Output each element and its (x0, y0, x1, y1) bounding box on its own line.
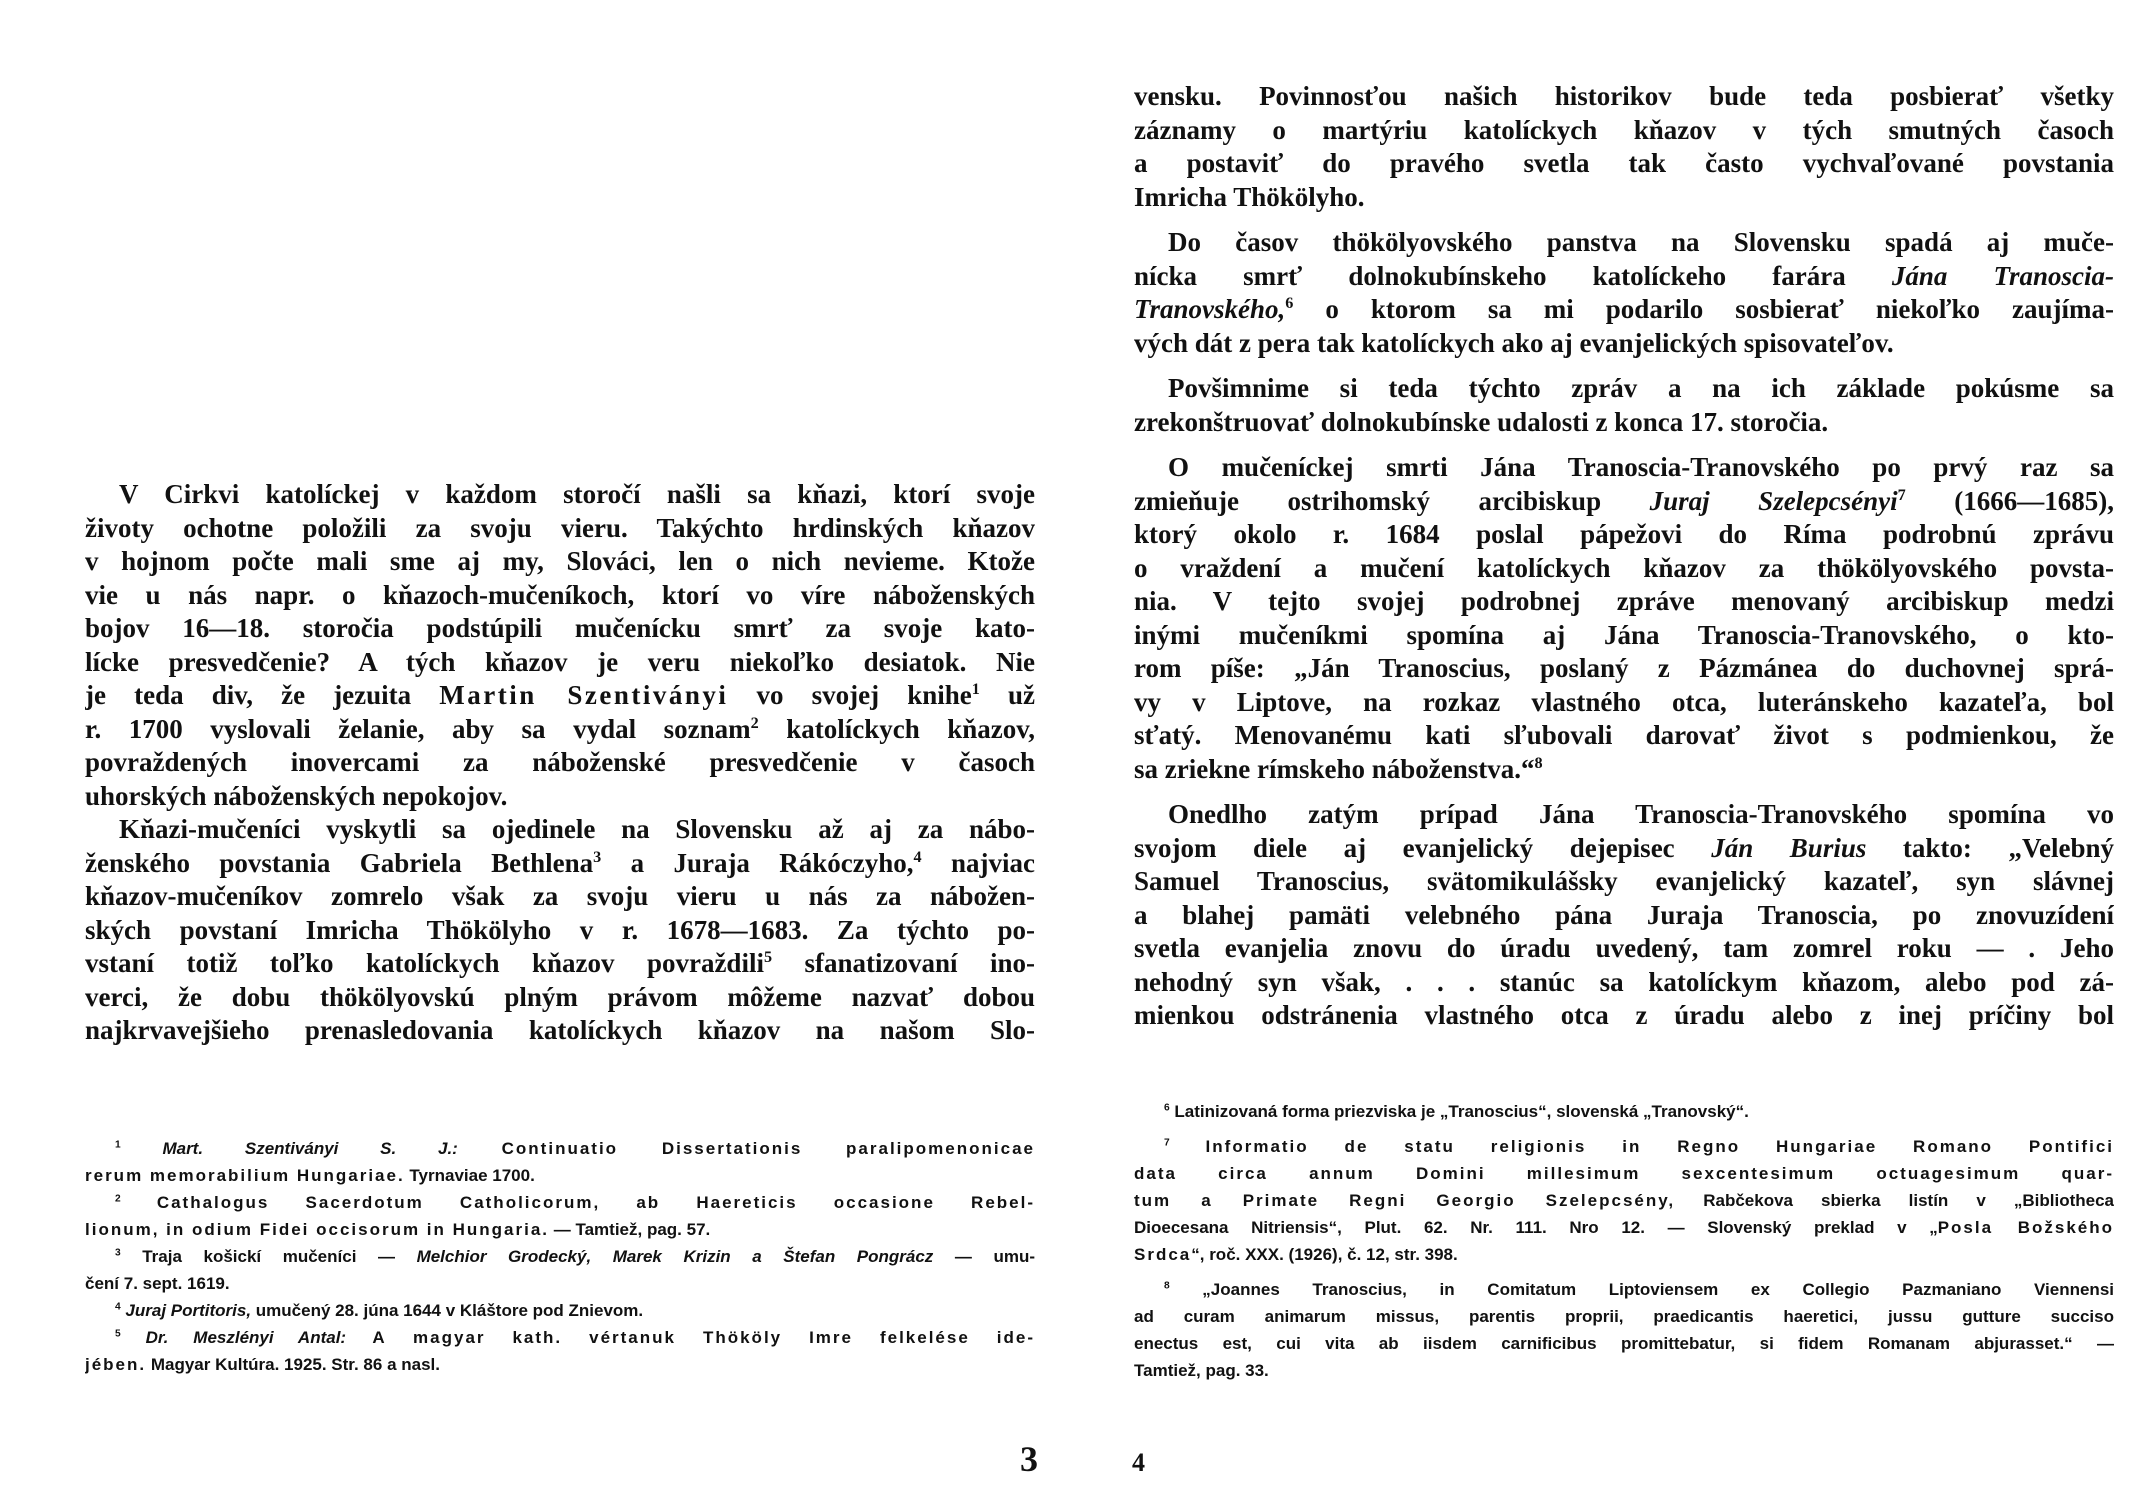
text-segment: O mučeníckej smrti Jána Tranoscia-Tranovského po prvý raz sa (1168, 452, 2114, 482)
text-line (85, 1270, 1035, 1297)
text-segment: Dioecesana Nitriensis“, Plut. 62. Nr. 111. Nro 12. — Slovenský preklad v „ (1134, 1218, 1938, 1237)
text-segment: svetla evanjelia znovu do úradu uvedený, tam zomrel roku — . Jeho (1134, 933, 2114, 963)
text-segment: „Joannes Tranoscius, in Comitatum Liptoviensem ex Collegio Pazmaniano Viennensi (1169, 1280, 2114, 1299)
text-segment: Cathalogus Sacerdotum Catholicorum, ab Haereticis occasione Rebel- (120, 1193, 1035, 1212)
text-line (1134, 1214, 2114, 1241)
text-segment: ženského povstania Gabriela Bethlena (85, 847, 594, 878)
text-segment: vo svojej knihe (728, 680, 972, 710)
text-segment: katolíckych kňazov, (758, 713, 1035, 744)
text-line (1134, 226, 2114, 260)
text-segment: umučený 28. júna 1644 v Kláštore pod Znievom. (251, 1301, 644, 1320)
text-line (85, 1162, 1035, 1189)
text-segment: lícke presvedčenie? A tých kňazov je veru niekoľko desiatok. Nie (85, 646, 1035, 677)
text-segment (121, 1328, 146, 1347)
text-line (85, 1189, 1035, 1216)
text-segment: Onedlho zatým prípad Jána Tranoscia-Tranovského spomína vo (1168, 799, 2114, 829)
text-line (1134, 1241, 2114, 1268)
text-line (1134, 372, 2114, 406)
text-line (1134, 585, 2114, 619)
text-segment: ad curam animarum missus, parentis proprii, praedicantis haeretici, jussu gutture succiso (1134, 1307, 2114, 1326)
text-segment: Tyrnaviae 1700. (404, 1166, 535, 1185)
text-segment: o vraždení a mučení katolíckych kňazov za thökölyovského povsta- (1134, 552, 2114, 583)
text-line (85, 579, 1035, 613)
text-line (85, 746, 1035, 780)
right-page-footnotes (1134, 1098, 2114, 1384)
italic-text: Dr. Meszlényi Antal: (145, 1328, 347, 1347)
text-line (1134, 406, 2114, 440)
text-segment: sťatý. Menovanému kati sľubovali darovať život s podmienkou, že (1134, 720, 2114, 750)
text-line (85, 545, 1035, 579)
text-segment: a Juraja Rákóczyho, (601, 847, 914, 878)
text-segment: vstaní totiž toľko katolíckych kňazov povraždili (85, 948, 764, 978)
text-line (1134, 1187, 2114, 1214)
text-line (1134, 147, 2114, 181)
text-segment: bojov 16—18. storočia podstúpili mučenícku smrť za svoje kato- (85, 613, 1035, 643)
text-line (1134, 451, 2114, 485)
italic-text: Ján Burius (1711, 832, 1867, 863)
text-segment: takto: „Velebný (1866, 832, 2114, 863)
text-line (1134, 1098, 2114, 1125)
text-line (1134, 652, 2114, 686)
footnote-reference: 7 (1164, 1137, 1170, 1149)
text-segment: zmieňuje ostrihomský arcibiskup (1134, 485, 1650, 516)
text-segment: inými mučeníkmi spomína aj Jána Tranoscia-Tranovského, o kto- (1134, 619, 2114, 650)
text-segment: sfanatizovaní ino- (772, 948, 1035, 978)
text-segment: uhorských náboženských nepokojov. (85, 780, 508, 811)
text-segment: Samuel Tranoscius, svätomikulášsky evanjelický kazateľ, syn slávnej (1134, 866, 2114, 896)
text-line (85, 1135, 1035, 1162)
text-line (1134, 552, 2114, 586)
text-line (1134, 518, 2114, 552)
italic-text: Juraj Portitoris, (125, 1301, 252, 1320)
text-line (1134, 865, 2114, 899)
text-line (1134, 619, 2114, 653)
text-segment: Rabčekova sbierka listín v „Bibliotheca (1675, 1191, 2114, 1210)
text-line (85, 780, 1035, 814)
text-line (85, 512, 1035, 546)
text-segment: rerum memorabilium Hungariae. (85, 1166, 405, 1185)
text-segment: tum a Primate Regni Georgio Szelepcsény, (1134, 1191, 1676, 1210)
footnote-reference: 1 (115, 1139, 121, 1151)
text-segment: Imricha Thökölyho. (1134, 181, 1365, 212)
text-segment: Informatio de statu religionis in Regno Hungariae Romano Pontifici (1169, 1137, 2114, 1156)
italic-text: Tranovského, (1134, 294, 1286, 324)
text-segment: verci, že dobu thökölyovskú plným právom môžeme nazvať dobou (85, 981, 1035, 1012)
footnote-reference: 1 (971, 680, 980, 698)
text-line (85, 612, 1035, 646)
text-line (1134, 80, 2114, 114)
text-segment: V Cirkvi katolíckej v každom storočí našli sa kňazi, ktorí svoje (119, 479, 1035, 509)
right-page-body-text (1134, 80, 2114, 1033)
text-line (85, 947, 1035, 981)
text-line (1134, 485, 2114, 519)
footnote-reference: 7 (1897, 485, 1906, 504)
footnote-reference: 4 (913, 847, 922, 866)
left-page-body-text (85, 478, 1035, 1048)
text-segment: Srdca (1134, 1245, 1192, 1264)
text-segment: Do časov thökölyovského panstva na Slovensku spadá aj muče- (1168, 227, 2114, 257)
text-segment: vensku. Povinnosťou našich historikov bude teda posbierať všetky (1134, 81, 2114, 111)
text-line (85, 1351, 1035, 1378)
footnote-reference: 5 (115, 1328, 121, 1340)
text-segment: ktorý okolo r. 1684 poslal pápežovi do Ríma podrobnú zprávu (1134, 519, 2114, 549)
text-segment: už (979, 680, 1035, 710)
text-line (1134, 1276, 2114, 1303)
text-segment (121, 1139, 163, 1158)
text-segment: je teda div, že jezuita (85, 680, 440, 710)
text-segment: rom píše: „Ján Tranoscius, poslaný z Pázmánea do duchovnej sprá- (1134, 653, 2114, 683)
text-segment: Latinizovaná forma priezviska je „Tranoscius“, slovenská „Tranovský“. (1169, 1102, 1749, 1121)
text-line (85, 813, 1035, 847)
footnote-reference: 4 (115, 1301, 121, 1313)
text-line (85, 1324, 1035, 1351)
text-line (1134, 114, 2114, 148)
text-segment: Martin Szentiványi (439, 680, 729, 710)
text-segment: v hojnom počte mali sme aj my, Slováci, len o nich nevieme. Ktože (85, 546, 1035, 576)
text-line (1134, 753, 2114, 787)
text-line (85, 847, 1035, 881)
text-line (1134, 999, 2114, 1033)
text-segment: Tamtiež, pag. 33. (1134, 1361, 1269, 1380)
footnote-reference: 3 (115, 1247, 121, 1259)
text-line (1134, 932, 2114, 966)
text-line (1134, 832, 2114, 866)
text-line (85, 713, 1035, 747)
text-line (85, 1243, 1035, 1270)
text-segment: (1666—1685), (1905, 485, 2114, 516)
left-page-footnotes (85, 1135, 1035, 1378)
text-segment: najviac (921, 847, 1035, 878)
text-segment: sa zriekne rímskeho náboženstva.“ (1134, 753, 1535, 784)
text-segment: jében. (85, 1355, 147, 1374)
italic-text: Mart. Szentiványi S. J.: (162, 1139, 458, 1158)
text-segment: vy v Liptove, na rozkaz vlastného otca, luteránskeho kazateľa, bol (1134, 686, 2114, 717)
italic-text: Juraj Szelepcsényi (1649, 485, 1898, 516)
text-segment: svojom diele aj evanjelický dejepisec (1134, 832, 1712, 863)
text-line (1134, 260, 2114, 294)
text-line (1134, 798, 2114, 832)
text-segment: záznamy o martýriu katolíckych kňazov v tých smutných časoch (1134, 114, 2114, 145)
text-line (85, 1297, 1035, 1324)
text-line (85, 880, 1035, 914)
text-segment: Povšimnime si teda týchto zpráv a na ich základe pokúsme sa (1168, 373, 2114, 403)
text-line (85, 1014, 1035, 1048)
text-segment: čení 7. sept. 1619. (85, 1274, 230, 1293)
italic-text: Melchior Grodecký, Marek Krizin a Štefan Pongrácz (416, 1247, 934, 1266)
footnote-reference: 5 (763, 948, 773, 966)
footnote-reference: 6 (1285, 294, 1294, 312)
text-segment: o ktorom sa mi podarilo sosbierať niekoľko zaujíma- (1293, 294, 2114, 324)
footnote-reference: 8 (1534, 753, 1543, 772)
footnote-reference: 6 (1164, 1102, 1170, 1114)
text-segment: zrekonštruovať dolnokubínske udalosti z konca 17. storočia. (1134, 406, 1829, 437)
text-segment: nícka smrť dolnokubínskeho katolíckeho farára (1134, 260, 1892, 291)
text-line (1134, 899, 2114, 933)
text-segment: r. 1700 vyslovali želanie, aby sa vydal soznam (85, 713, 751, 744)
text-segment: Posla Božského (1937, 1218, 2114, 1237)
text-line (85, 478, 1035, 512)
text-segment: povraždených inovercami za náboženské presvedčenie v časoch (85, 747, 1035, 777)
text-segment: životy ochotne položili za svoju vieru. Takýchto hrdinských kňazov (85, 512, 1035, 543)
text-segment: a postaviť do pravého svetla tak často vychvaľované povstania (1134, 148, 2114, 178)
text-line (1134, 293, 2114, 327)
text-line (85, 679, 1035, 713)
text-segment: ských povstaní Imricha Thökölyho v r. 1678—1683. Za týchto po- (85, 914, 1035, 945)
italic-text: Jána Tranoscia- (1891, 260, 2114, 291)
text-segment: nehodný syn však, . . . stanúc sa katolíckym kňazom, alebo pod zá- (1134, 966, 2114, 997)
text-segment: Kňazi-mučeníci vyskytli sa ojedinele na Slovensku až aj za nábo- (119, 814, 1035, 844)
text-line (1134, 181, 2114, 215)
text-line (1134, 686, 2114, 720)
text-segment: vých dát z pera tak katolíckych ako aj evanjelických spisovateľov. (1134, 327, 1894, 358)
footnote-reference: 3 (593, 847, 602, 866)
text-segment: Traja košickí mučeníci — (120, 1247, 417, 1266)
text-segment: Magyar Kultúra. 1925. Str. 86 a nasl. (146, 1355, 440, 1374)
text-line (1134, 1303, 2114, 1330)
text-line (1134, 1160, 2114, 1187)
footnote-reference: 8 (1164, 1280, 1170, 1292)
text-segment: vie u nás napr. o kňazoch-mučeníkoch, ktorí vo víre náboženských (85, 579, 1035, 610)
text-segment: enectus est, cui vita ab iisdem carnificibus promittebatur, si fidem Romanam abjurasset.“ — (1134, 1334, 2114, 1353)
text-line (1134, 1330, 2114, 1357)
text-segment: kňazov-mučeníkov zomrelo však za svoju vieru u nás za nábožen- (85, 881, 1035, 911)
text-line (85, 1216, 1035, 1243)
text-line (1134, 1133, 2114, 1160)
text-segment: — Tamtiež, pag. 57. (549, 1220, 711, 1239)
text-line (85, 646, 1035, 680)
text-segment: a blahej pamäti velebného pána Juraja Tranoscia, po znovuzídení (1134, 899, 2114, 930)
text-segment: Continuatio Dissertationis paralipomenonicae (457, 1139, 1035, 1158)
text-segment: najkrvavejšieho prenasledovania katolíckych kňazov na našom Slo- (85, 1015, 1035, 1045)
footnote-reference: 2 (750, 713, 759, 732)
text-segment: “, roč. XXX. (1926), č. 12, str. 398. (1191, 1245, 1458, 1264)
text-line (1134, 719, 2114, 753)
text-line (1134, 1357, 2114, 1384)
text-line (1134, 966, 2114, 1000)
footnote-reference: 2 (115, 1193, 121, 1205)
left-page-number: 3 (1020, 1439, 1038, 1479)
text-segment: data circa annum Domini millesimum sexcentesimum octuagesimum quar- (1134, 1164, 2114, 1183)
text-segment: lionum, in odium Fidei occisorum in Hungaria. (85, 1220, 550, 1239)
text-line (85, 914, 1035, 948)
text-segment: — umu- (933, 1247, 1035, 1266)
text-line (1134, 327, 2114, 361)
text-segment: nia. V tejto svojej podrobnej zpráve menovaný arcibiskup medzi (1134, 586, 2114, 616)
text-segment: mienkou odstránenia vlastného otca z úradu alebo z inej príčiny bol (1134, 1000, 2114, 1030)
right-page-number: 4 (1132, 1448, 1145, 1477)
text-segment: A magyar kath. vértanuk Thököly Imre felkelése ide- (346, 1328, 1035, 1347)
text-line (85, 981, 1035, 1015)
